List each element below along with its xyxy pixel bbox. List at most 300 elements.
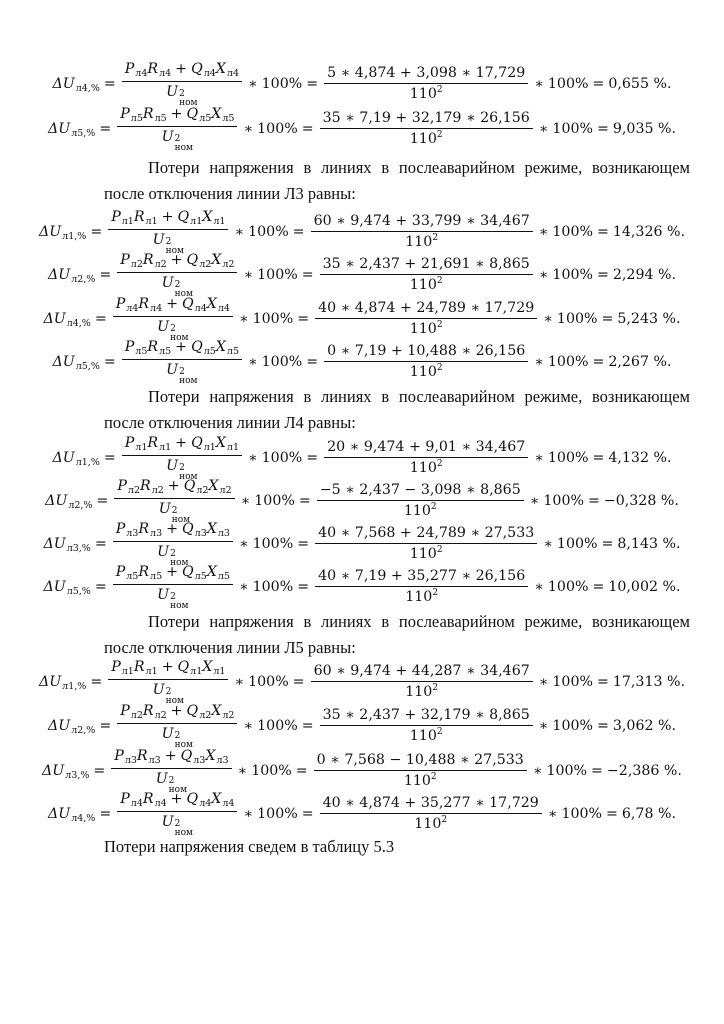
reactance <box>211 252 234 268</box>
active-power <box>120 703 143 719</box>
nominal-voltage <box>166 82 197 108</box>
reactance-symbol: X <box>206 520 217 537</box>
plus-sign: + <box>170 105 183 122</box>
delta-u-symbol: ΔU <box>48 267 71 283</box>
percent-factor: 100% <box>257 806 298 822</box>
reactive-power-symbol: Q <box>186 105 199 122</box>
base-exponent: 2 <box>436 362 443 373</box>
delta-u-symbol: ΔU <box>48 806 71 822</box>
equals-sign: = <box>90 224 103 240</box>
symbolic-fraction <box>122 339 242 386</box>
equals-sign: = <box>93 763 106 779</box>
percent-factor: 100% <box>556 311 598 327</box>
symbolic-fraction <box>117 252 237 299</box>
reactive-power-subscript: л2 <box>196 484 209 496</box>
times-sign: ∗ <box>538 121 549 137</box>
equals-sign: = <box>99 718 112 734</box>
equals-sign: = <box>301 806 314 822</box>
percent-factor: 100% <box>248 674 289 690</box>
nominal-voltage <box>166 360 197 386</box>
numeric-denominator <box>410 726 443 746</box>
numeric-denominator <box>405 232 438 252</box>
equals-sign: = <box>606 806 618 822</box>
reactance <box>207 296 230 312</box>
resistance <box>137 748 161 764</box>
equals-sign: = <box>94 536 107 552</box>
voltage-exponent: 2 <box>168 775 175 786</box>
lhs-delta-u <box>43 311 90 327</box>
resistance-subscript: л3 <box>148 754 161 766</box>
numeric-denominator <box>405 587 438 607</box>
lhs-delta-u <box>48 121 95 137</box>
voltage-exponent: 2 <box>174 133 181 144</box>
numeric-numerator: 0 ∗ 7,19 + 10,488 ∗ 26,156 <box>324 343 528 362</box>
reactance-subscript: л1 <box>213 665 226 677</box>
plus-sign: + <box>166 563 179 580</box>
reactive-power-subscript: л1 <box>203 441 216 453</box>
active-power-symbol: P <box>111 208 121 225</box>
nominal-voltage <box>162 127 193 153</box>
active-power-subscript: л5 <box>126 570 139 582</box>
reactive-power-subscript: л5 <box>203 345 216 357</box>
reactive-power-symbol: Q <box>182 295 194 312</box>
equals-sign: = <box>306 76 319 92</box>
resistance-subscript: л1 <box>145 665 158 677</box>
voltage-exponent: 2 <box>179 462 185 473</box>
paragraph-line: Потери напряжения в линиях в послеаварийном режиме, возникающем <box>148 158 690 177</box>
result-value: 6,78 %. <box>621 806 676 822</box>
formula-row <box>0 563 724 611</box>
equals-sign: = <box>596 121 609 137</box>
numeric-numerator: 35 ∗ 7,19 + 32,179 ∗ 26,156 <box>320 110 533 129</box>
times-sign: ∗ <box>538 267 549 283</box>
numeric-fraction <box>315 300 537 339</box>
formula-row <box>0 658 724 706</box>
delta-u-subscript: л3,% <box>65 770 90 781</box>
active-power-subscript: л1 <box>135 441 148 453</box>
resistance <box>138 521 162 537</box>
voltage-exponent: 2 <box>179 366 185 377</box>
percent-factor: 100% <box>561 806 602 822</box>
delta-u-symbol: ΔU <box>38 674 62 690</box>
resistance <box>147 435 171 451</box>
voltage-symbol: U <box>152 231 165 248</box>
equals-sign: = <box>103 450 116 466</box>
symbolic-numerator <box>113 296 233 317</box>
reactance <box>202 209 225 225</box>
base-exponent: 2 <box>436 129 443 140</box>
formula-row <box>0 434 724 482</box>
voltage-subscript: ном <box>174 827 194 838</box>
base-exponent: 2 <box>441 814 448 825</box>
resistance <box>147 339 171 355</box>
symbolic-fraction <box>113 296 233 343</box>
symbolic-numerator <box>113 564 233 585</box>
voltage-exponent: 2 <box>170 548 176 559</box>
voltage-exponent: 2 <box>165 686 172 697</box>
numeric-numerator: 40 ∗ 4,874 + 35,277 ∗ 17,729 <box>320 795 542 814</box>
numeric-denominator <box>410 275 443 295</box>
active-power <box>116 564 139 580</box>
equals-sign: = <box>295 763 308 779</box>
reactive-power-subscript: л4 <box>194 302 207 314</box>
result-value: 3,062 %. <box>612 718 676 734</box>
resistance <box>140 478 164 494</box>
percent-factor: 100% <box>552 674 593 690</box>
numeric-fraction <box>315 525 537 564</box>
reactive-power-subscript: л4 <box>199 797 212 809</box>
reactance <box>208 478 231 494</box>
delta-u-symbol: ΔU <box>45 493 68 509</box>
reactance-symbol: X <box>202 658 213 675</box>
reactive-power <box>187 106 212 122</box>
numeric-fraction <box>320 110 533 149</box>
plus-sign: + <box>175 60 188 77</box>
equals-sign: = <box>103 76 116 92</box>
reactance <box>211 791 234 807</box>
equals-sign: = <box>301 267 314 283</box>
formula-row <box>0 208 724 256</box>
reactance-subscript: л5 <box>222 112 235 124</box>
active-power-symbol: P <box>120 105 130 122</box>
percent-factor: 100% <box>257 121 298 137</box>
voltage-symbol: U <box>161 725 174 742</box>
delta-u-symbol: ΔU <box>43 311 66 327</box>
lhs-delta-u <box>43 579 90 595</box>
reactance-subscript: л2 <box>222 258 235 270</box>
delta-u-symbol: ΔU <box>43 579 66 595</box>
formula-row <box>0 105 724 153</box>
percent-factor: 100% <box>552 267 593 283</box>
numeric-numerator: 20 ∗ 9,474 + 9,01 ∗ 34,467 <box>324 439 528 458</box>
base-voltage: 110 <box>409 363 437 380</box>
symbolic-numerator <box>108 209 228 230</box>
resistance-symbol: R <box>138 295 150 312</box>
equals-sign: = <box>596 224 609 240</box>
plus-sign: + <box>161 208 174 225</box>
delta-u-symbol: ΔU <box>48 121 71 137</box>
lhs-delta-u <box>43 536 90 552</box>
symbolic-numerator <box>122 61 242 82</box>
reactive-power-subscript: л5 <box>194 570 207 582</box>
paragraph-line: после отключения линии Л4 равны: <box>104 413 356 432</box>
symbolic-numerator <box>114 478 234 499</box>
delta-u-symbol: ΔU <box>43 536 66 552</box>
active-power <box>120 106 143 122</box>
lhs-delta-u <box>53 76 100 92</box>
reactance-subscript: л4 <box>222 797 235 809</box>
resistance <box>143 703 167 719</box>
reactive-power <box>181 748 206 764</box>
result-value: 14,326 %. <box>612 224 686 240</box>
delta-u-subscript: л5,% <box>71 128 96 139</box>
equals-sign: = <box>591 763 603 779</box>
times-sign: ∗ <box>534 450 544 466</box>
plus-sign: + <box>167 477 180 494</box>
reactance-symbol: X <box>211 251 222 268</box>
delta-u <box>45 493 92 509</box>
numeric-numerator: 60 ∗ 9,474 + 44,287 ∗ 34,467 <box>311 663 533 682</box>
base-voltage: 110 <box>409 459 437 476</box>
voltage-symbol: U <box>157 586 170 603</box>
reactive-power <box>187 252 212 268</box>
symbolic-numerator <box>111 748 231 769</box>
symbolic-fraction <box>108 209 228 256</box>
lhs-delta-u <box>48 806 95 822</box>
voltage-symbol: U <box>157 318 170 335</box>
times-sign: ∗ <box>248 354 258 370</box>
voltage-symbol: U <box>166 83 179 100</box>
reactive-power-subscript: л1 <box>190 665 203 677</box>
reactance-subscript: л3 <box>216 754 229 766</box>
resistance-symbol: R <box>136 747 148 764</box>
lhs-delta-u <box>39 224 86 240</box>
active-power <box>117 478 140 494</box>
voltage-subscript: ном <box>171 514 191 525</box>
active-power-subscript: л3 <box>124 754 137 766</box>
numeric-denominator <box>410 129 443 149</box>
base-voltage: 110 <box>409 320 437 337</box>
closing-sentence: Потери напряжения сведем в таблицу 5.3 <box>104 837 395 856</box>
symbolic-numerator <box>122 435 242 456</box>
equals-sign: = <box>297 579 310 595</box>
symbolic-fraction <box>114 478 234 525</box>
reactance-symbol: X <box>211 790 222 807</box>
active-power-subscript: л2 <box>127 484 141 496</box>
nominal-voltage <box>157 585 188 611</box>
reactive-power-symbol: Q <box>182 563 194 580</box>
reactance-subscript: л4 <box>217 302 230 314</box>
active-power-subscript: л1 <box>121 215 134 227</box>
paragraph-l5 <box>104 609 690 661</box>
reactance-symbol: X <box>202 208 213 225</box>
resistance-symbol: R <box>142 702 154 719</box>
base-exponent: 2 <box>436 544 443 555</box>
equals-sign: = <box>592 354 605 370</box>
active-power <box>125 339 148 355</box>
reactive-power <box>191 435 216 451</box>
active-power-subscript: л2 <box>130 258 143 270</box>
times-sign: ∗ <box>234 674 245 690</box>
result-value: 8,143 %. <box>617 536 681 552</box>
paragraph-l3 <box>104 155 690 207</box>
times-sign: ∗ <box>237 763 248 779</box>
voltage-symbol: U <box>161 813 174 830</box>
resistance-subscript: л2 <box>154 258 167 270</box>
base-exponent: 2 <box>430 771 437 782</box>
numeric-fraction <box>315 568 528 607</box>
reactive-power <box>182 521 207 537</box>
percent-factor: 100% <box>547 76 589 92</box>
delta-u-symbol: ΔU <box>48 718 71 734</box>
voltage-symbol: U <box>157 543 170 560</box>
times-sign: ∗ <box>547 806 558 822</box>
percent-factor: 100% <box>252 311 294 327</box>
delta-u-subscript: л3,% <box>66 543 91 554</box>
delta-u-symbol: ΔU <box>38 224 62 240</box>
equals-sign: = <box>94 579 107 595</box>
percent-factor: 100% <box>546 763 588 779</box>
voltage-symbol: U <box>166 361 179 378</box>
result-value: 5,243 %. <box>617 311 681 327</box>
voltage-exponent: 2 <box>179 88 185 99</box>
reactive-power <box>184 478 209 494</box>
reactive-power <box>182 296 207 312</box>
voltage-symbol: U <box>158 500 171 517</box>
delta-u <box>53 354 100 370</box>
percent-factor: 100% <box>543 493 584 509</box>
result-value: 10,002 %. <box>608 579 681 595</box>
voltage-exponent: 2 <box>174 730 181 741</box>
formula-row <box>0 477 724 525</box>
active-power <box>116 296 139 312</box>
plus-sign: + <box>170 251 183 268</box>
voltage-exponent: 2 <box>174 818 181 829</box>
symbolic-numerator <box>117 791 237 812</box>
times-sign: ∗ <box>534 579 544 595</box>
reactive-power-subscript: л2 <box>199 258 212 270</box>
percent-factor: 100% <box>261 76 303 92</box>
reactive-power-symbol: Q <box>182 520 194 537</box>
plus-sign: + <box>175 338 188 355</box>
times-sign: ∗ <box>538 224 549 240</box>
resistance <box>134 659 158 675</box>
reactive-power <box>178 209 203 225</box>
base-exponent: 2 <box>432 232 439 243</box>
symbolic-numerator <box>113 521 233 542</box>
symbolic-numerator <box>108 659 228 680</box>
equals-sign: = <box>596 674 609 690</box>
reactance-subscript: л4 <box>226 67 239 79</box>
numeric-fraction <box>324 65 528 104</box>
voltage-subscript: ном <box>174 288 194 299</box>
reactance-symbol: X <box>208 477 219 494</box>
symbolic-fraction <box>122 435 242 482</box>
paragraph-line: после отключения линии Л5 равны: <box>104 638 356 657</box>
reactive-power-subscript: л2 <box>199 709 212 721</box>
resistance <box>134 209 158 225</box>
numeric-denominator <box>405 682 438 702</box>
active-power <box>114 748 137 764</box>
reactance <box>202 659 225 675</box>
voltage-symbol: U <box>161 128 174 145</box>
numeric-numerator: −5 ∗ 2,437 − 3,098 ∗ 8,865 <box>317 482 524 501</box>
numeric-fraction <box>320 795 542 834</box>
base-voltage: 110 <box>403 772 431 789</box>
delta-u-subscript: л5,% <box>66 586 91 597</box>
nominal-voltage <box>162 724 193 750</box>
numeric-numerator: 40 ∗ 4,874 + 24,789 ∗ 17,729 <box>315 300 537 319</box>
reactive-power-symbol: Q <box>191 434 203 451</box>
active-power-subscript: л1 <box>121 665 134 677</box>
result-value: 0,655 %. <box>608 76 672 92</box>
formula-row <box>0 60 724 108</box>
delta-u <box>43 579 90 595</box>
numeric-numerator: 60 ∗ 9,474 + 33,799 ∗ 34,467 <box>311 213 533 232</box>
numeric-numerator: 40 ∗ 7,568 + 24,789 ∗ 27,533 <box>315 525 537 544</box>
voltage-exponent: 2 <box>174 279 181 290</box>
equals-sign: = <box>298 493 311 509</box>
times-sign: ∗ <box>243 121 254 137</box>
symbolic-fraction <box>117 791 237 838</box>
times-sign: ∗ <box>543 311 553 327</box>
delta-u-symbol: ΔU <box>52 354 75 370</box>
voltage-exponent: 2 <box>170 323 176 334</box>
reactance-subscript: л5 <box>226 345 239 357</box>
lhs-delta-u <box>53 354 100 370</box>
formula-row <box>0 702 724 750</box>
symbolic-numerator <box>117 703 237 724</box>
voltage-exponent: 2 <box>171 505 178 516</box>
resistance <box>147 61 171 77</box>
delta-u <box>53 450 100 466</box>
numeric-denominator <box>410 319 443 339</box>
lhs-delta-u <box>39 674 86 690</box>
percent-factor: 100% <box>547 579 589 595</box>
voltage-exponent: 2 <box>165 236 172 247</box>
reactive-power-subscript: л3 <box>194 527 207 539</box>
result-value: 2,294 %. <box>612 267 676 283</box>
resistance-symbol: R <box>138 563 150 580</box>
active-power-subscript: л3 <box>126 527 139 539</box>
resistance-symbol: R <box>147 434 159 451</box>
equals-sign: = <box>96 493 109 509</box>
reactive-power <box>187 791 212 807</box>
active-power-symbol: P <box>111 658 121 675</box>
base-exponent: 2 <box>436 84 443 95</box>
numeric-numerator: 0 ∗ 7,568 − 10,488 ∗ 27,533 <box>314 752 527 771</box>
reactance-symbol: X <box>211 105 222 122</box>
active-power-symbol: P <box>120 790 130 807</box>
resistance <box>143 791 167 807</box>
active-power-subscript: л5 <box>130 112 143 124</box>
base-voltage: 110 <box>409 727 437 744</box>
numeric-numerator: 5 ∗ 4,874 + 3,098 ∗ 17,729 <box>324 65 528 84</box>
symbolic-numerator <box>122 339 242 360</box>
equals-sign: = <box>99 267 112 283</box>
equals-sign: = <box>297 536 310 552</box>
resistance-symbol: R <box>147 60 159 77</box>
times-sign: ∗ <box>543 536 553 552</box>
percent-factor: 100% <box>547 354 589 370</box>
resistance <box>143 252 167 268</box>
delta-u <box>39 224 86 240</box>
resistance-symbol: R <box>133 208 145 225</box>
result-value: −2,386 %. <box>606 763 682 779</box>
equals-sign: = <box>297 311 310 327</box>
paragraph-l4 <box>104 384 690 436</box>
active-power-subscript: л5 <box>135 345 148 357</box>
equals-sign: = <box>592 579 605 595</box>
reactance <box>211 703 234 719</box>
result-value: −0,328 %. <box>603 493 679 509</box>
percent-factor: 100% <box>261 354 303 370</box>
symbolic-fraction <box>117 703 237 750</box>
resistance-subscript: л5 <box>154 112 167 124</box>
times-sign: ∗ <box>529 493 540 509</box>
numeric-fraction <box>324 439 528 478</box>
delta-u-subscript: л4,% <box>71 813 96 824</box>
voltage-symbol: U <box>166 457 179 474</box>
active-power-subscript: л4 <box>135 67 148 79</box>
active-power-symbol: P <box>120 251 130 268</box>
formula-row <box>0 790 724 838</box>
voltage-subscript: ном <box>179 375 198 386</box>
base-voltage: 110 <box>405 683 433 700</box>
numeric-fraction <box>314 752 527 791</box>
formula-row <box>0 338 724 386</box>
percent-factor: 100% <box>552 121 593 137</box>
